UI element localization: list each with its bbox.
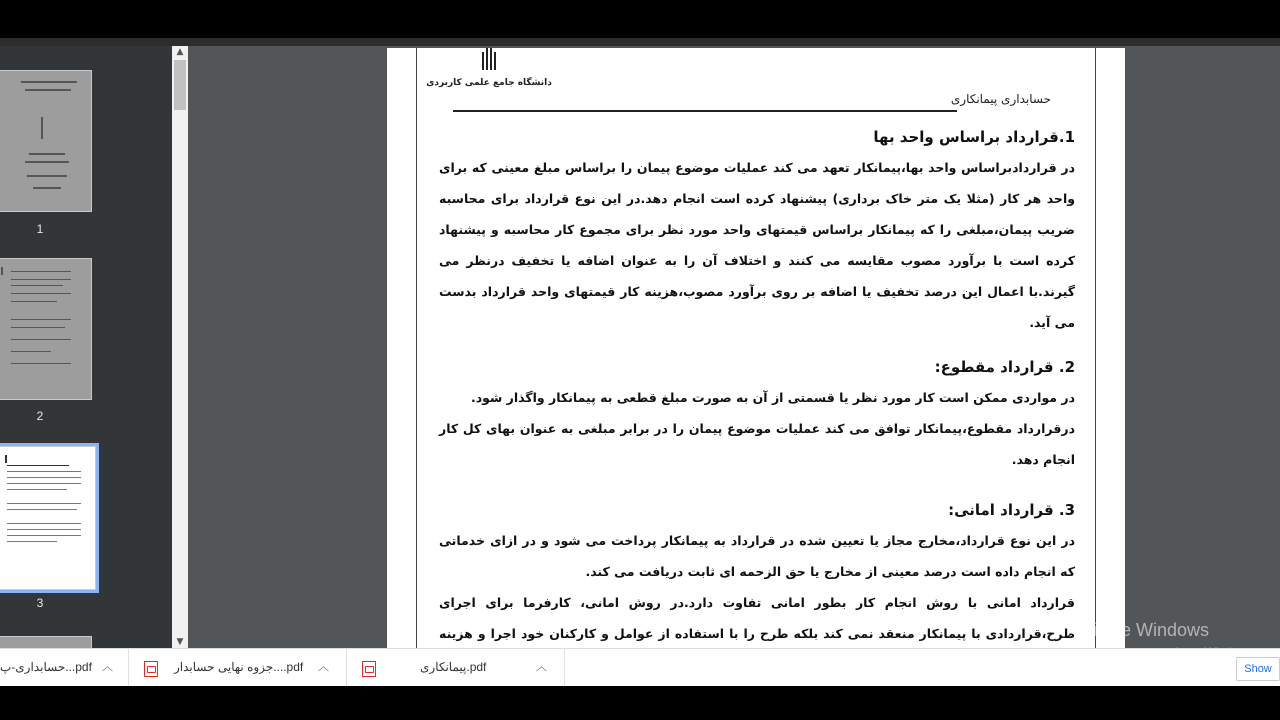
download-item-name: حسابداری-پ...pdf xyxy=(0,660,92,674)
section-3-paragraph-1: در این نوع قرارداد،مخارج مجاز یا تعیین شده در قرارداد به پیمانکار پرداخت می شود و در ازای خدماتی که انجام داده است درصد معینی از مخارج یا حق الزحمه ای ثابت دریافت می کند. xyxy=(439,533,1075,579)
download-item-name: جزوه نهایی حسابدار....pdf xyxy=(174,660,304,674)
thumbnail-page-2[interactable] xyxy=(0,258,92,400)
sidebar-scrollbar[interactable] xyxy=(172,46,188,648)
section-3-paragraph-2: قرارداد امانی با روش انجام کار بطور امانی تفاوت دارد.در روش امانی، کارفرما برای اجرای طرح،قراردادی با پیمانکار منعقد نمی کند بلکه طرح را با استفاده از عوامل و کارکنان خود اجرا و هزینه xyxy=(439,595,1075,641)
page-margin-line-left xyxy=(416,48,417,648)
header-rule xyxy=(453,110,957,112)
scrollbar-thumb[interactable] xyxy=(174,60,186,110)
chevron-up-icon[interactable]: ︿ xyxy=(318,661,329,673)
bottom-black-bar xyxy=(0,686,1280,720)
chevron-up-icon[interactable]: ︿ xyxy=(536,661,547,673)
thumbnail-page-1[interactable] xyxy=(0,70,92,212)
download-item-2[interactable] xyxy=(128,649,347,687)
pdf-file-icon xyxy=(362,661,376,677)
download-item-name: پیمانکاری.pdf xyxy=(420,660,487,674)
svg-text:دانشگاه جامع علمی کاربردی: دانشگاه جامع علمی کاربردی xyxy=(426,78,552,88)
scroll-down-icon[interactable]: ▼ xyxy=(176,637,184,647)
university-logo xyxy=(426,48,552,98)
pdf-viewer xyxy=(0,38,1280,648)
downloads-bar xyxy=(0,648,1280,687)
page-header-title: حسابداری پیمانکاری xyxy=(950,92,1051,106)
top-black-bar xyxy=(0,0,1280,38)
thumbnail-page-3[interactable] xyxy=(0,446,96,590)
section-1-paragraph: در قراردادبراساس واحد بها،پیمانکار تعهد می کند عملیات موضوع پیمان را براساس مبلغ معینی که برای واحد هر کار (مثلا یک متر خاک برداری) پیشنهاد کرده است انجام دهد.در این نوع قرارداد برای محاسبه ضریب پیمان،مبلغی را که پیمانکار براساس قیمتهای واحد مورد نظر برای مجموع کار محاسبه و پیشنهاد کرده است با برآورد مصوب مقایسه می کنند و اختلاف آن را به عنوان اضافه یا تخفیف درنظر می گیرند.با اعمال این درصد تخفیف یا اضافه بر روی برآورد مصوب،هزینه کار قیمتهای واحد قرارداد بدست می آید. xyxy=(439,160,1075,330)
viewer-toolbar-strip xyxy=(0,38,1280,46)
thumbnail-label-3: 3 xyxy=(36,596,44,610)
watermark-title: Activate Windows xyxy=(1067,620,1210,640)
section-heading-1: 1.قرارداد براساس واحد بها xyxy=(873,128,1075,146)
chevron-up-icon[interactable]: ︿ xyxy=(102,661,113,673)
section-heading-3: 3. قرارداد امانی: xyxy=(948,501,1075,519)
section-2-paragraph-1: در مواردی ممکن است کار مورد نظر یا قسمتی از آن به صورت مبلغ قطعی به پیمانکار واگذار شود. xyxy=(471,390,1075,405)
thumbnail-label-2: 2 xyxy=(36,409,44,423)
pdf-file-icon xyxy=(144,661,158,677)
page-margin-line-right xyxy=(1095,48,1096,648)
thumbnail-sidebar xyxy=(0,46,172,648)
thumbnail-label-1: 1 xyxy=(36,222,44,236)
scroll-up-icon[interactable]: ▲ xyxy=(176,47,184,57)
show-all-button[interactable]: Show xyxy=(1236,657,1280,681)
download-item-3[interactable] xyxy=(346,649,565,687)
section-2-paragraph-2: درقرارداد مقطوع،پیمانکار توافق می کند عملیات موضوع پیمان را در برابر مبلغی به عنوان بهای کل کار انجام دهد. xyxy=(439,421,1075,467)
pdf-page xyxy=(387,48,1125,658)
page-content xyxy=(439,128,1075,680)
section-heading-2: 2. قرارداد مقطوع: xyxy=(934,358,1075,376)
download-item-1[interactable] xyxy=(0,649,129,687)
